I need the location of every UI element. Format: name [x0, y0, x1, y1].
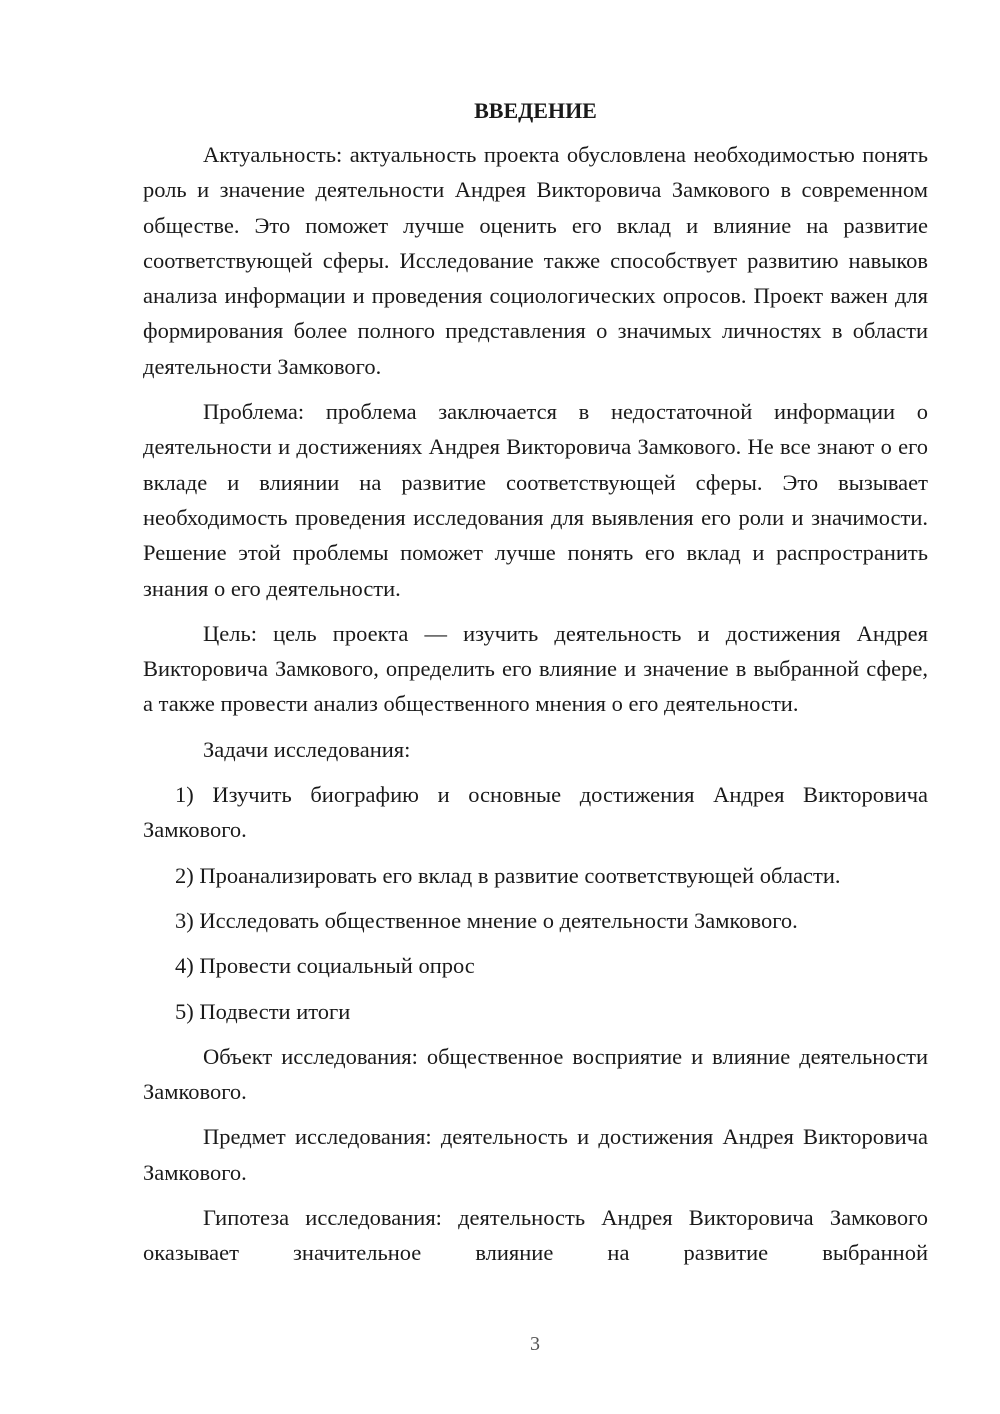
- document-page: [143, 95, 928, 1271]
- paragraph-relevance: Актуальность: актуальность проекта обусловлена необходимостью понять роль и значение деятельности Андрея Викторовича Замкового в современном обществе. Это поможет лучше оценить его вклад и влияние на развитие соответствующей сферы. Исследование также способствует развитию навыков анализа информации и проведения социологических опросов. Проект важен для формирования более полного представления о значимых личностях в области деятельности Замкового.: [143, 142, 928, 379]
- task-item: 2) Проанализировать его вклад в развитие соответствующей области.: [175, 862, 841, 888]
- paragraph-object: Объект исследования: общественное восприятие и влияние деятельности Замкового.: [143, 1043, 928, 1105]
- task-item: 3) Исследовать общественное мнение о деятельности Замкового.: [175, 907, 798, 933]
- page-number: 3: [530, 1333, 540, 1355]
- paragraph-hypothesis: Гипотеза исследования: деятельность Андрея Викторовича Замкового оказывает значительное влияние на развитие выбранной: [143, 1205, 928, 1266]
- paragraph-problem: Проблема: проблема заключается в недостаточной информации о деятельности и достижениях Андрея Викторовича Замкового. Не все знают о его вкладе и влиянии на развитие соответствующей сферы. Это вызывает необходимость проведения исследования для выявления его роли и значимости. Решение этой проблемы поможет лучше понять его вклад и распространить знания о его деятельности.: [143, 399, 928, 601]
- tasks-heading: Задачи исследования:: [203, 736, 411, 762]
- paragraph-goal: Цель: цель проекта — изучить деятельность и достижения Андрея Викторовича Замкового, определить его влияние и значение в выбранной сфере, а также провести анализ общественного мнения о его деятельности.: [143, 620, 928, 717]
- task-item: 1) Изучить биографию и основные достижения Андрея Викторовича Замкового.: [143, 782, 928, 843]
- section-title: ВВЕДЕНИЕ: [474, 98, 597, 123]
- task-item: 4) Провести социальный опрос: [175, 953, 475, 979]
- task-item: 5) Подвести итоги: [175, 998, 351, 1024]
- paragraph-subject: Предмет исследования: деятельность и достижения Андрея Викторовича Замкового.: [143, 1124, 928, 1185]
